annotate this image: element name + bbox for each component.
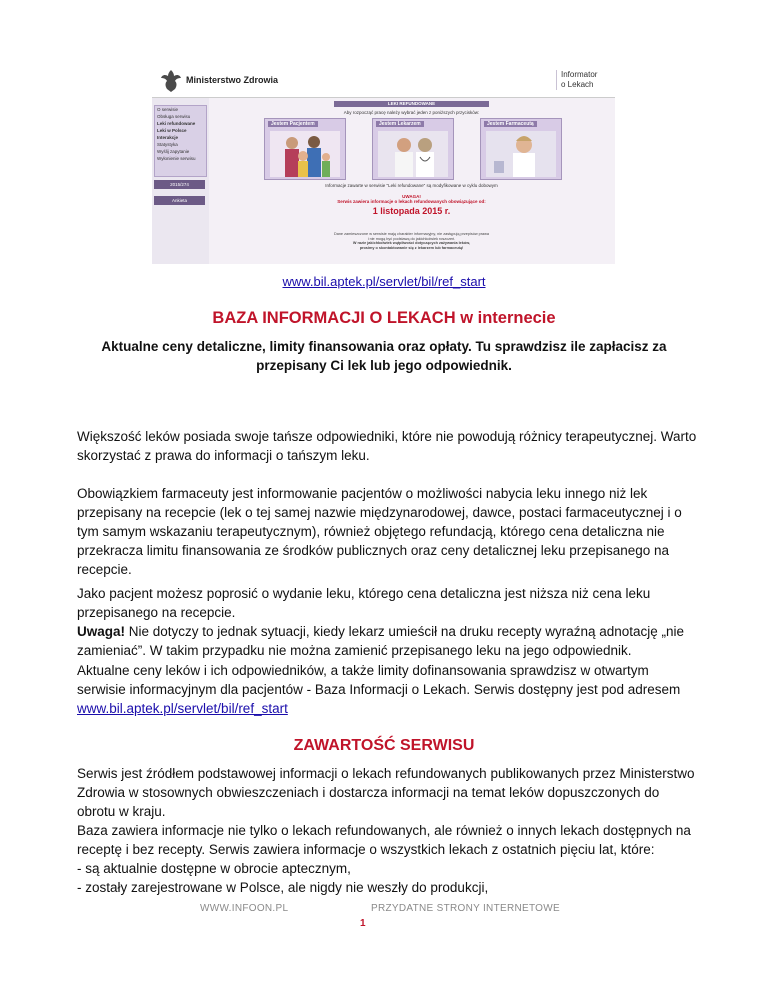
card-pacjent[interactable] bbox=[264, 118, 346, 180]
doctor-photo-icon bbox=[378, 131, 448, 177]
list-item: - zostały zarejestrowane w Polsce, ale nigdy nie weszły do produkcji, bbox=[77, 880, 489, 895]
eagle-emblem-icon bbox=[160, 68, 182, 94]
paragraph-3 bbox=[77, 584, 697, 660]
sidebar-item[interactable]: Statystyka bbox=[157, 142, 178, 147]
effective-date: 1 listopada 2015 r. bbox=[372, 206, 451, 216]
section-paragraph-1: Serwis jest źródłem podstawowej informacji o lekach refundowanych publikowanych przez Ministerstwo Zdrowia w stosownych obwieszczeniach i dostarcza informacji na temat leków dopuszczonych do obrotu w kraju. bbox=[77, 766, 695, 819]
paragraph-4 bbox=[77, 661, 697, 718]
disclaimer-line: prosimy o skontaktowanie się z lekarzem lub farmaceutą! bbox=[359, 245, 464, 250]
disclaimer-line: W razie jakichkolwiek wątpliwości dotyczących zażywania leków, bbox=[352, 241, 471, 246]
informator-line1: Informator bbox=[561, 70, 598, 79]
screenshot-header bbox=[152, 64, 615, 98]
sidebar-item[interactable]: Obsługa serwisu bbox=[157, 114, 191, 119]
footer-right: PRZYDATNE STRONY INTERNETOWE bbox=[371, 903, 560, 914]
pharmacist-photo-icon bbox=[486, 131, 556, 177]
sidebar-menu bbox=[154, 105, 207, 177]
page-subtitle: Aktualne ceny detaliczne, limity finansowania oraz opłaty. Tu sprawdzisz ile zapłacisz za przepisany Ci lek lub jego odpowiednik. bbox=[101, 339, 667, 373]
section-paragraph-2: Baza zawiera informacje nie tylko o lekach refundowanych, ale również o innych lekach dostępnych na receptę i bez recepty. Serwis zawiera informacje o wszystkich lekach z ostatnich pięciu lat, które: bbox=[77, 823, 691, 857]
sidebar-item[interactable]: O serwisie bbox=[157, 107, 179, 112]
sidebar-item[interactable]: Leki w Polsce bbox=[157, 128, 187, 133]
disclaimer-line: Dane zamieszczone w serwisie mają charakter informacyjny, nie zastępują przepisów prawa bbox=[333, 232, 490, 236]
paragraph-3-text: Jako pacjent możesz poprosić o wydanie leku, którego cena detaliczna jest niższa niż cena leku przepisanego na recepcie. bbox=[77, 586, 651, 620]
paragraph-1: Większość leków posiada swoje tańsze odpowiedniki, które nie powodują różnicy terapeutycznej. Warto skorzystać z prawa do informacji o tańszym leku. bbox=[77, 429, 697, 463]
sidebar-item[interactable]: Leki refundowane bbox=[157, 121, 196, 126]
disclaimer bbox=[214, 232, 609, 250]
informator-line2: o Lekach bbox=[561, 80, 594, 89]
informator-logo bbox=[556, 70, 615, 90]
info-line: Informacje zawarte w serwisie "Leki refundowane" są modyfikowane w cyklu dobowym bbox=[325, 183, 498, 188]
screenshot-sidebar bbox=[152, 98, 209, 264]
screenshot-main bbox=[214, 98, 609, 264]
sidebar-item[interactable]: Wyślij zapytanie bbox=[157, 149, 190, 154]
uwaga-notice bbox=[214, 194, 609, 204]
card-label: Jestem Pacjentem bbox=[268, 121, 318, 127]
uwaga-line1: UWAGA! bbox=[402, 194, 421, 199]
paragraph-4-text: Aktualne ceny leków i ich odpowiedników, a także limity dofinansowania sprawdzisz w otwartym serwisie informacyjnym dla pacjentów - Baza Informacji o Lekach. Serwis dostępny jest pod adresem bbox=[77, 663, 681, 697]
paragraph-2: Obowiązkiem farmaceuty jest informowanie pacjentów o możliwości nabycia leku innego niż lek przepisany na recepcie (lek o tej samej nazwie międzynarodowej, dawce, postaci farmaceutycznej i o tym samym wskazaniu terapeutycznym), również objętego refundacją, którego cena detaliczna nie przekracza limitu finansowania ze środków publicznych oraz ceny detalicznej leku przepisanego na recepcie. bbox=[77, 486, 682, 577]
sidebar-item[interactable]: Interakcje bbox=[157, 135, 179, 140]
card-lekarz[interactable] bbox=[372, 118, 454, 180]
card-label: Jestem Farmaceutą bbox=[484, 121, 537, 127]
card-farmaceuta[interactable] bbox=[480, 118, 562, 180]
url-link-top[interactable]: www.bil.aptek.pl/servlet/bil/ref_start bbox=[282, 274, 486, 289]
ministry-name: Ministerstwo Zdrowia bbox=[186, 75, 279, 85]
sidebar-button[interactable]: 2015/274 bbox=[154, 180, 205, 189]
uwaga-text: Nie dotyczy to jednak sytuacji, kiedy lekarz umieścił na druku recepty wyraźną adnotację „nie zamieniać”. W takim przypadku nie można zamienić przepisanego leku na jego odpowiednik. bbox=[77, 624, 685, 658]
card-label: Jestem Lekarzem bbox=[376, 121, 424, 127]
website-screenshot bbox=[152, 64, 615, 264]
url-link-inline[interactable]: www.bil.aptek.pl/servlet/bil/ref_start bbox=[77, 701, 288, 716]
sidebar-item[interactable]: Wyłonienie serwisu bbox=[157, 156, 196, 161]
section-body bbox=[77, 764, 697, 897]
family-photo-icon bbox=[270, 131, 340, 177]
footer-left: WWW.INFOON.PL bbox=[200, 903, 289, 914]
list-item: - są aktualnie dostępne w obrocie aptecznym, bbox=[77, 861, 351, 876]
uwaga-label: Uwaga! bbox=[77, 624, 126, 639]
page-title: BAZA INFORMACJI O LEKACH w internecie bbox=[212, 309, 556, 327]
page-number: 1 bbox=[360, 918, 366, 929]
top-bar: LEKI REFUNDOWANE bbox=[334, 101, 489, 107]
section-title: ZAWARTOŚĆ SERWISU bbox=[293, 737, 475, 754]
intro-text: Aby rozpocząć pracę należy wybrać jeden z poniższych przycisków: bbox=[343, 110, 480, 115]
sidebar-button[interactable]: Ankieta bbox=[154, 196, 205, 205]
disclaimer-line: i nie mogą być podstawą do jakichkolwiek roszczeń. bbox=[367, 236, 456, 241]
paragraph-3-uwaga bbox=[77, 622, 697, 660]
uwaga-line2: Serwis zawiera informacje o lekach refundowanych obowiązujące od: bbox=[337, 199, 486, 204]
